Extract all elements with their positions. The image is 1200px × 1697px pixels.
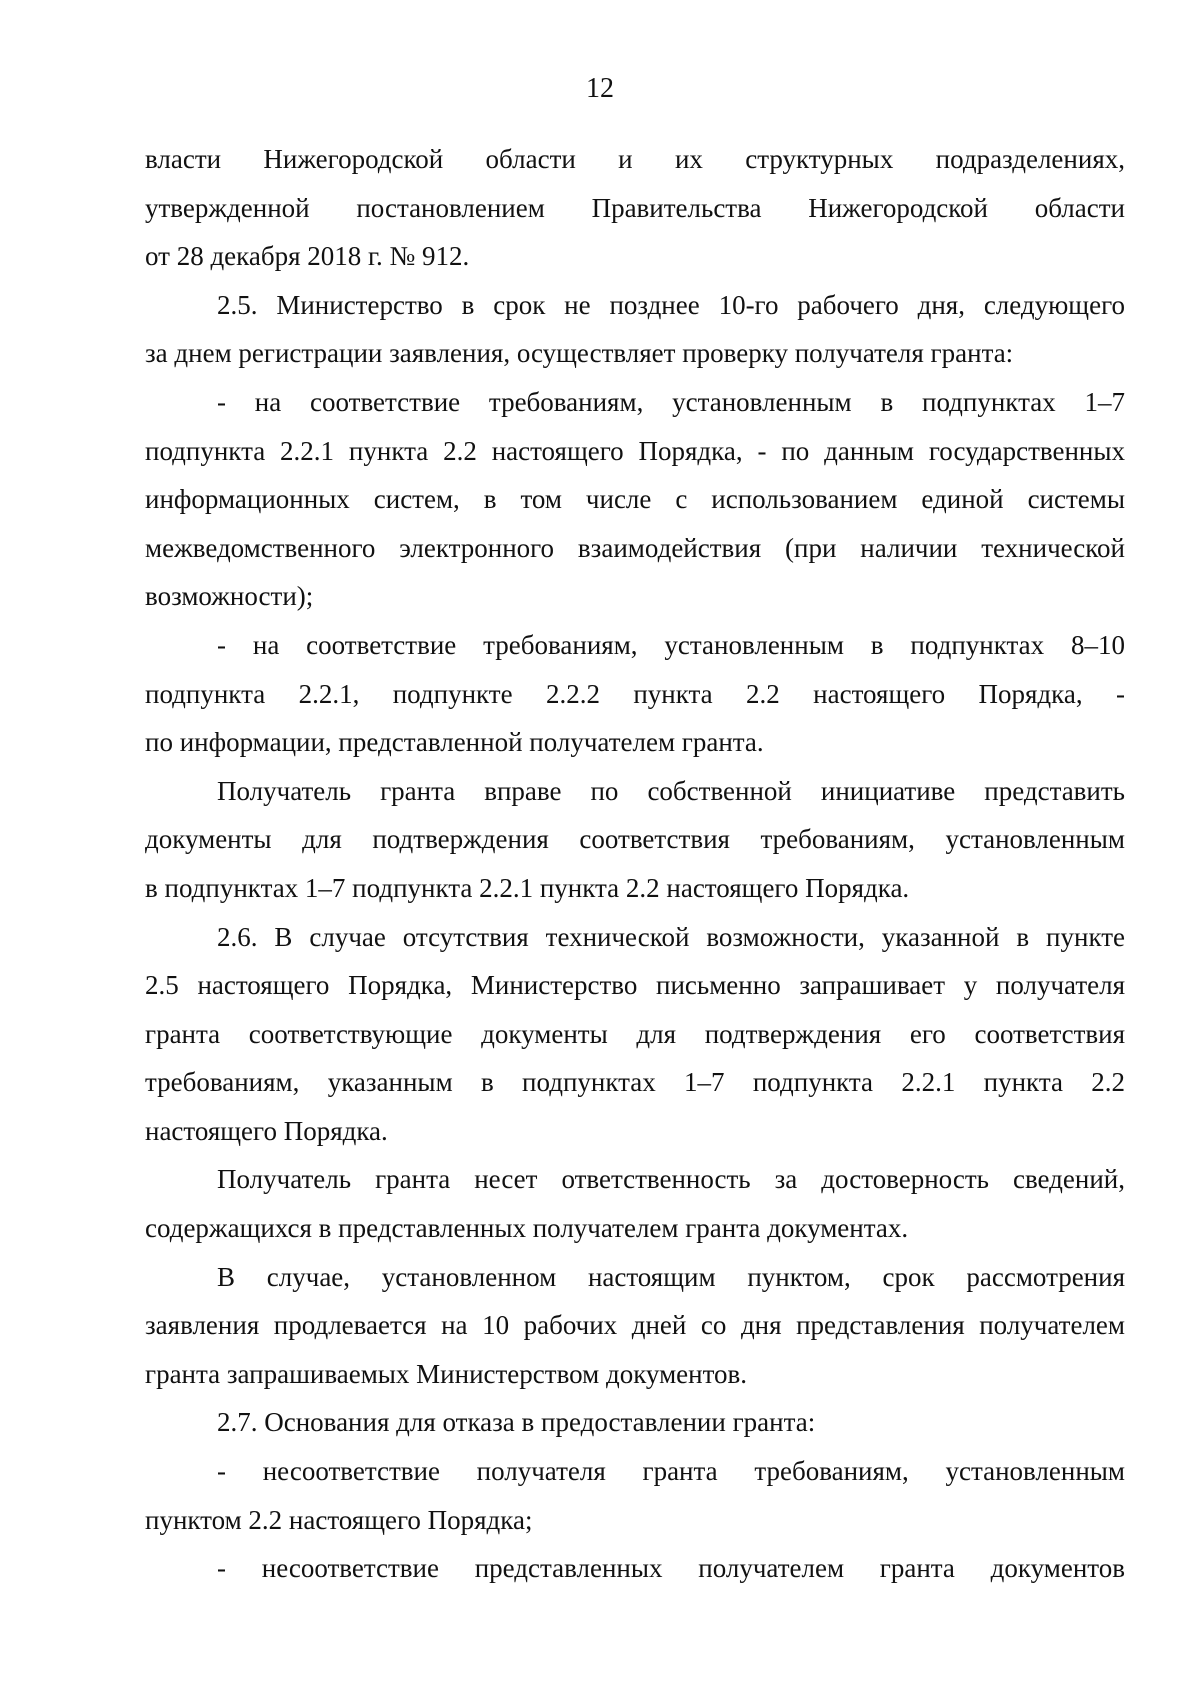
text-line: подпункта 2.2.1, подпункте 2.2.2 пункта 2.2 настоящего Порядка, - xyxy=(145,678,1125,709)
text-line: подпункта 2.2.1 пункта 2.2 настоящего Порядка, - по данным государственных xyxy=(145,435,1125,466)
text-line: В случае, установленном настоящим пунктом, срок рассмотрения xyxy=(217,1261,1125,1292)
text-line: - на соответствие требованиям, установленным в подпунктах 8–10 xyxy=(217,629,1125,660)
text-line: - на соответствие требованиям, установленным в подпунктах 1–7 xyxy=(217,386,1125,417)
text-line: по информации, представленной получателем гранта. xyxy=(145,727,764,758)
paragraph-2-5 xyxy=(145,281,1125,378)
text-line: межведомственного электронного взаимодействия (при наличии технической xyxy=(145,532,1125,563)
text-line: 2.5 настоящего Порядка, Министерство письменно запрашивает у получателя xyxy=(145,970,1125,1001)
text-line: информационных систем, в том числе с использованием единой системы xyxy=(145,484,1125,515)
text-line: в подпунктах 1–7 подпункта 2.2.1 пункта 2.2 настоящего Порядка. xyxy=(145,872,910,903)
list-item-check-state-systems xyxy=(145,378,1125,621)
text-line: Получатель гранта несет ответственность за достоверность сведений, xyxy=(217,1164,1125,1195)
text-line: 2.5. Министерство в срок не позднее 10-го рабочего дня, следующего xyxy=(217,289,1125,320)
document-body xyxy=(145,135,1125,1593)
text-line: содержащихся в представленных получателем гранта документах. xyxy=(145,1213,909,1244)
list-item-refusal-noncompliance xyxy=(145,1447,1125,1544)
text-line: 2.6. В случае отсутствия технической возможности, указанной в пункте xyxy=(217,921,1125,952)
list-item-check-applicant-info xyxy=(145,621,1125,767)
text-line: гранта соответствующие документы для подтверждения его соответствия xyxy=(145,1018,1125,1049)
paragraph-2-7 xyxy=(145,1398,1125,1447)
paragraph-2-6 xyxy=(145,913,1125,1156)
page-number: 12 xyxy=(586,73,614,104)
paragraph-term-extension xyxy=(145,1253,1125,1399)
text-line: требованиям, указанным в подпунктах 1–7 подпункта 2.2.1 пункта 2.2 xyxy=(145,1067,1125,1098)
text-line: документы для подтверждения соответствия требованиям, установленным xyxy=(145,824,1125,855)
text-line: утвержденной постановлением Правительства Нижегородской области xyxy=(145,192,1125,223)
list-item-refusal-documents xyxy=(145,1544,1125,1593)
text-line: власти Нижегородской области и их структурных подразделениях, xyxy=(145,144,1125,174)
text-line: пунктом 2.2 настоящего Порядка; xyxy=(145,1504,533,1535)
text-line: гранта запрашиваемых Министерством документов. xyxy=(145,1358,748,1389)
text-line: от 28 декабря 2018 г. № 912. xyxy=(145,241,470,272)
text-line: за днем регистрации заявления, осуществляет проверку получателя гранта: xyxy=(145,338,1014,369)
paragraph-responsibility xyxy=(145,1155,1125,1252)
text-line: настоящего Порядка. xyxy=(145,1115,388,1146)
text-line: - несоответствие получателя гранта требованиям, установленным xyxy=(217,1456,1125,1487)
text-line: заявления продлевается на 10 рабочих дней со дня представления получателем xyxy=(145,1310,1125,1341)
text-line: 2.7. Основания для отказа в предоставлении гранта: xyxy=(217,1407,816,1438)
text-line: возможности); xyxy=(145,581,314,612)
paragraph-continuation xyxy=(145,135,1125,281)
text-line: Получатель гранта вправе по собственной инициативе представить xyxy=(217,775,1125,806)
text-line: - несоответствие представленных получателем гранта документов xyxy=(217,1553,1125,1584)
paragraph-recipient-initiative xyxy=(145,767,1125,913)
